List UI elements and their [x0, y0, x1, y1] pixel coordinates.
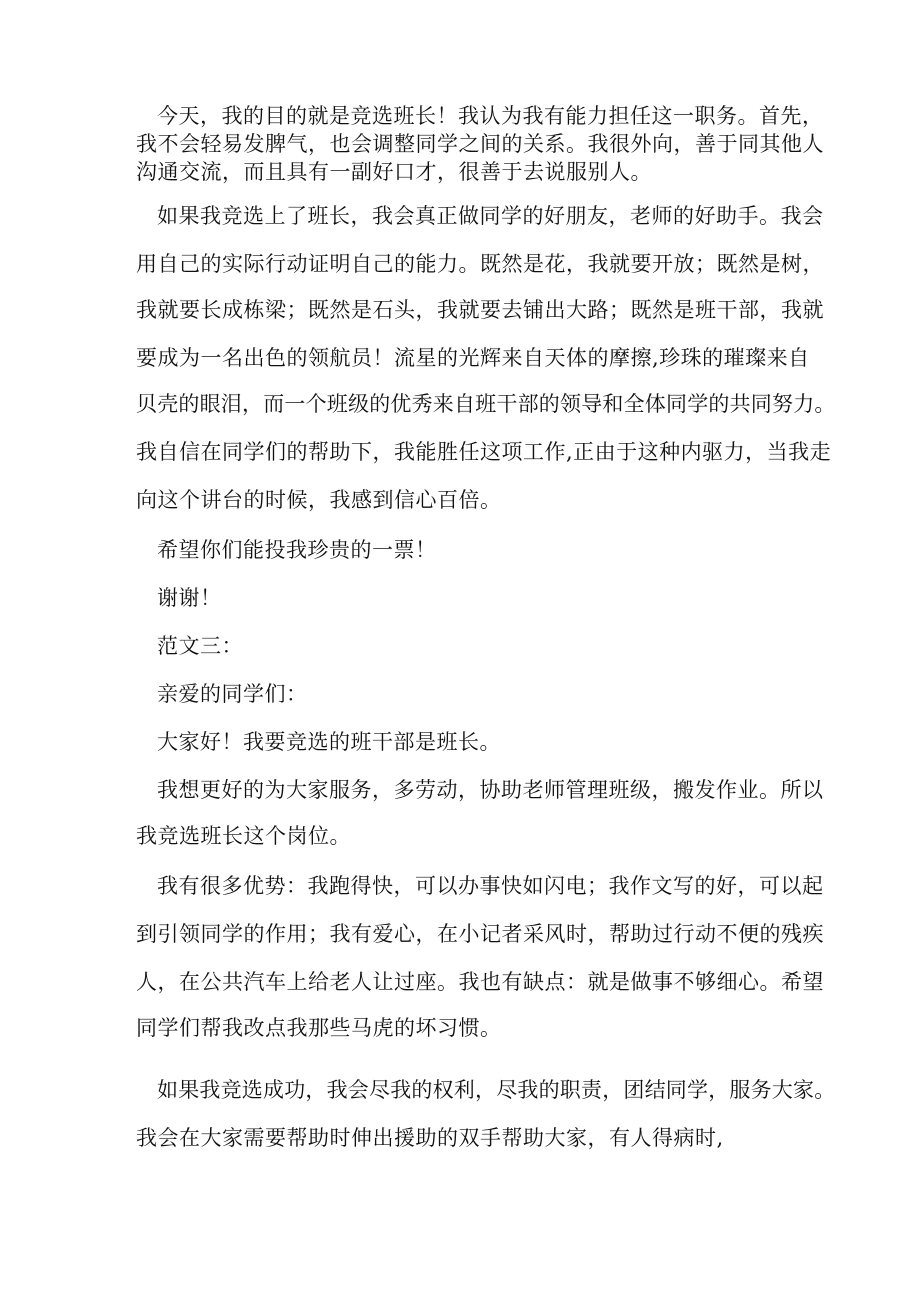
paragraph-9-line-1: 我有很多优势：我跑得快，可以办事快如闪电；我作文写的好，可以起 — [157, 874, 824, 898]
paragraph-1-line-3: 沟通交流，而且具有一副好口才，很善于去说服别人。 — [136, 160, 652, 184]
paragraph-2-line-6: 我自信在同学们的帮助下，我能胜任这项工作,正由于这种内驱力，当我走 — [136, 440, 832, 464]
paragraph-8-line-2: 我竞选班长这个岗位。 — [136, 824, 351, 848]
paragraph-1-line-1: 今天，我的目的就是竞选班长！我认为我有能力担任这一职务。首先， — [157, 104, 824, 128]
paragraph-2-line-4: 要成为一名出色的领航员！流星的光辉来自天体的摩擦,珍珠的璀璨来自 — [136, 346, 810, 370]
paragraph-2-line-2: 用自己的实际行动证明自己的能力。既然是花，我就要开放；既然是树， — [136, 252, 824, 276]
paragraph-8-line-1: 我想更好的为大家服务，多劳动，协助老师管理班级，搬发作业。所以 — [157, 778, 824, 802]
paragraph-2-line-7: 向这个讲台的时候，我感到信心百倍。 — [136, 488, 502, 512]
paragraph-2-line-3: 我就要长成栋梁；既然是石头，我就要去铺出大路；既然是班干部，我就 — [136, 298, 824, 322]
paragraph-10-line-1: 如果我竞选成功，我会尽我的权利，尽我的职责，团结同学，服务大家。 — [157, 1078, 836, 1102]
paragraph-2-line-5: 贝壳的眼泪，而一个班级的优秀来自班干部的领导和全体同学的共同努力。 — [136, 392, 836, 416]
paragraph-9-line-2: 到引领同学的作用；我有爱心，在小记者采风时，帮助过行动不便的残疾 — [136, 922, 824, 946]
salutation: 亲爱的同学们： — [157, 682, 308, 706]
section-heading: 范文三： — [157, 634, 243, 658]
paragraph-10-line-2: 我会在大家需要帮助时伸出援助的双手帮助大家，有人得病时, — [136, 1126, 724, 1150]
paragraph-1-line-2: 我不会轻易发脾气，也会调整同学之间的关系。我很外向，善于同其他人 — [136, 132, 824, 156]
paragraph-9-line-4: 同学们帮我改点我那些马虎的坏习惯。 — [136, 1016, 502, 1040]
paragraph-7-line-1: 大家好！我要竞选的班干部是班长。 — [157, 730, 501, 754]
paragraph-4-line-1: 谢谢！ — [157, 586, 222, 610]
paragraph-2-line-1: 如果我竞选上了班长，我会真正做同学的好朋友，老师的好助手。我会 — [157, 204, 824, 228]
paragraph-9-line-3: 人，在公共汽车上给老人让过座。我也有缺点：就是做事不够细心。希望 — [136, 970, 824, 994]
paragraph-3-line-1: 希望你们能投我珍贵的一票！ — [157, 538, 437, 562]
